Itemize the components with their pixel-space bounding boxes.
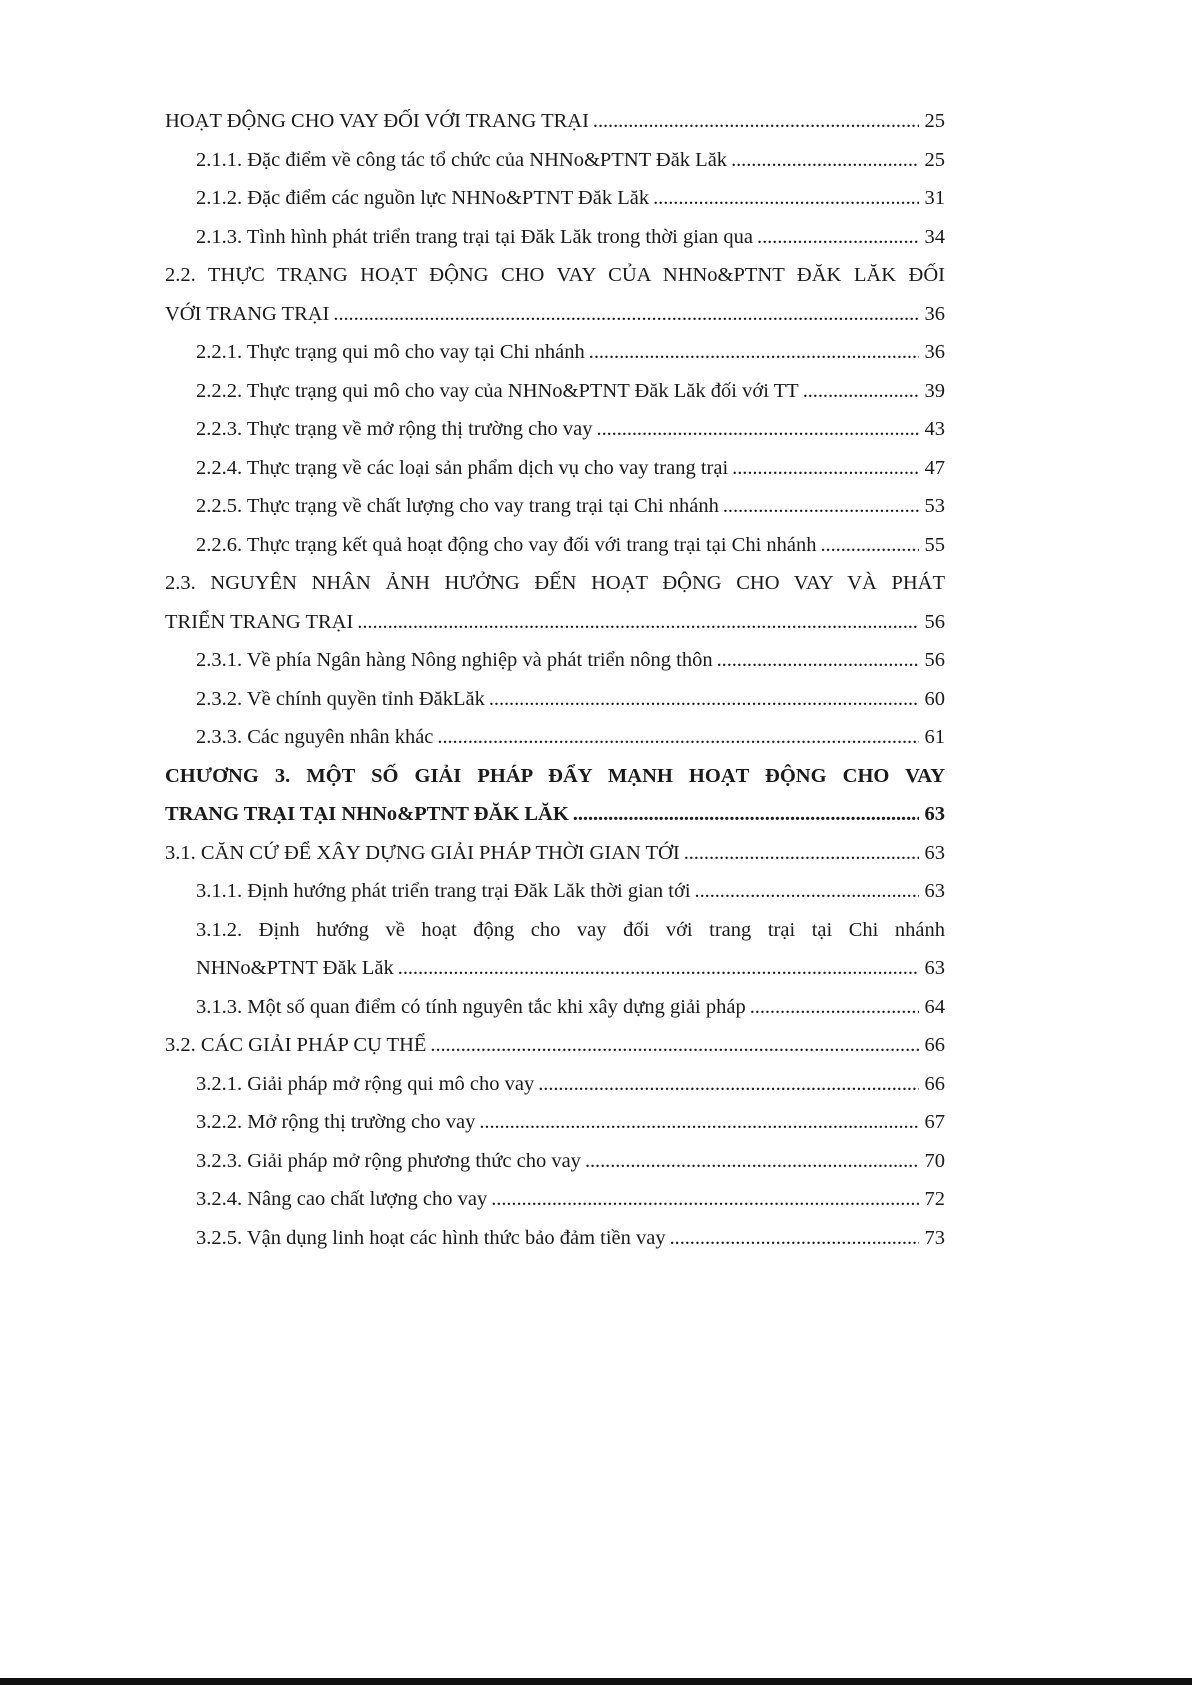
toc-entry-page-number: 36 (924, 341, 945, 363)
toc-entry-page-number: 63 (924, 803, 945, 825)
toc-entry-title: 3.2.1. Giải pháp mở rộng qui mô cho vay (196, 1072, 535, 1095)
toc-entry-page-number: 63 (924, 957, 945, 979)
toc-entry-page-number: 73 (924, 1226, 945, 1249)
toc-entry-page-number: 60 (924, 687, 945, 710)
toc-entry-page-number: 56 (924, 610, 945, 633)
dot-leader (821, 526, 920, 565)
dot-leader (597, 410, 919, 449)
toc-entry-title: 3.2.3. Giải pháp mở rộng phương thức cho vay (196, 1149, 581, 1172)
toc-entry[interactable] (165, 718, 945, 757)
dot-leader (695, 872, 919, 911)
dot-leader (489, 680, 919, 719)
toc-entry[interactable] (165, 949, 945, 988)
dot-leader (803, 372, 919, 411)
dot-leader (479, 1103, 919, 1142)
toc-entry[interactable] (165, 372, 945, 411)
toc-entry[interactable] (165, 1142, 945, 1181)
toc-entry-page-number: 61 (924, 726, 945, 748)
toc-entry-title: TRIỂN TRANG TRẠI (165, 610, 354, 633)
toc-entry-title: 2.3.2. Về chính quyền tỉnh ĐăkLăk (196, 687, 485, 710)
dot-leader (430, 1026, 919, 1065)
toc-entry-title: 3.1.3. Một số quan điểm có tính nguyên tắc khi xây dựng giải pháp (196, 995, 746, 1018)
toc-entry-title: 3.1. CĂN CỨ ĐỂ XÂY DỰNG GIẢI PHÁP THỜI GIAN TỚI (165, 841, 680, 864)
toc-entry[interactable] (165, 526, 945, 565)
toc-entry-title: 3.2.4. Nâng cao chất lượng cho vay (196, 1188, 488, 1210)
toc-entry-title: 3.1.1. Định hướng phát triển trang trại Đăk Lăk thời gian tới (196, 880, 691, 902)
dot-leader (653, 179, 919, 218)
table-of-contents (165, 102, 945, 1257)
toc-entry[interactable] (165, 141, 945, 180)
toc-entry-title: VỚI TRANG TRẠI (165, 302, 330, 325)
toc-entry-page-number: 31 (924, 187, 945, 209)
toc-entry[interactable] (165, 1103, 945, 1142)
toc-entry-page-number: 63 (924, 880, 945, 902)
toc-entry[interactable] (165, 988, 945, 1027)
dot-leader (491, 1180, 919, 1219)
dot-leader (589, 333, 919, 372)
dot-leader (585, 1142, 919, 1181)
toc-entry-page-number: 55 (924, 533, 945, 556)
toc-entry-title-line1: CHƯƠNG 3. MỘT SỐ GIẢI PHÁP ĐẨY MẠNH HOẠT ĐỘNG CHO VAY (165, 764, 945, 787)
toc-entry-title: 3.2.5. Vận dụng linh hoạt các hình thức bảo đảm tiền vay (196, 1226, 666, 1249)
toc-entry[interactable] (165, 410, 945, 449)
toc-entry[interactable] (165, 795, 945, 834)
toc-entry-page-number: 25 (924, 110, 945, 132)
toc-entry-title-line1: 2.3. NGUYÊN NHÂN ẢNH HƯỞNG ĐẾN HOẠT ĐỘNG CHO VAY VÀ PHÁT (165, 572, 945, 594)
toc-entry-title: 2.2.5. Thực trạng về chất lượng cho vay trang trại tại Chi nhánh (196, 495, 719, 517)
dot-leader (437, 718, 919, 757)
dot-leader (731, 141, 919, 180)
toc-entry[interactable] (165, 218, 945, 257)
toc-entry-title: 3.2.2. Mở rộng thị trường cho vay (196, 1111, 476, 1133)
toc-entry[interactable] (165, 680, 945, 719)
toc-entry-page-number: 66 (924, 1072, 945, 1095)
dot-leader (757, 218, 919, 257)
dot-leader (684, 834, 919, 873)
dot-leader (357, 603, 919, 642)
toc-entry-title: 2.1.2. Đặc điểm các nguồn lực NHNo&PTNT Đăk Lăk (196, 187, 650, 209)
toc-entry-title: 2.2.4. Thực trạng về các loại sản phẩm dịch vụ cho vay trang trại (196, 456, 729, 479)
toc-entry[interactable] (165, 834, 945, 873)
toc-entry[interactable] (165, 333, 945, 372)
toc-entry-title: 2.2.3. Thực trạng về mở rộng thị trường cho vay (196, 418, 593, 440)
toc-entry-page-number: 70 (924, 1149, 945, 1172)
dot-leader (723, 487, 919, 526)
toc-entry-page-number: 66 (924, 1034, 945, 1056)
toc-entry[interactable] (165, 1065, 945, 1104)
toc-entry-title: 3.2. CÁC GIẢI PHÁP CỤ THỂ (165, 1034, 427, 1056)
toc-entry-title: HOẠT ĐỘNG CHO VAY ĐỐI VỚI TRANG TRẠI (165, 110, 589, 132)
toc-entry-page-number: 25 (924, 148, 945, 171)
toc-entry[interactable] (165, 102, 945, 141)
toc-entry-title: 2.3.1. Về phía Ngân hàng Nông nghiệp và phát triển nông thôn (196, 649, 713, 671)
toc-entry-page-number: 39 (924, 379, 945, 402)
toc-entry-title-line1: 3.1.2. Định hướng về hoạt động cho vay đối với trang trại tại Chi nhánh (196, 918, 945, 941)
dot-leader (732, 449, 919, 488)
toc-entry-page-number: 36 (924, 302, 945, 325)
toc-entry[interactable] (165, 603, 945, 642)
toc-entry[interactable] (165, 295, 945, 334)
toc-entry-page-number: 72 (924, 1188, 945, 1210)
toc-entry-title: 2.2.1. Thực trạng qui mô cho vay tại Chi nhánh (196, 341, 585, 363)
toc-entry-page-number: 56 (924, 649, 945, 671)
dot-leader (670, 1219, 919, 1258)
toc-entry[interactable] (165, 1219, 945, 1258)
toc-entry[interactable] (165, 1026, 945, 1065)
toc-entry-title: NHNo&PTNT Đăk Lăk (196, 957, 394, 979)
toc-entry[interactable] (165, 487, 945, 526)
toc-entry-title: 2.1.1. Đặc điểm về công tác tổ chức của NHNo&PTNT Đăk Lăk (196, 148, 728, 171)
toc-entry-title: 2.2.2. Thực trạng qui mô cho vay của NHNo&PTNT Đăk Lăk đối với TT (196, 379, 799, 402)
dot-leader (398, 949, 919, 988)
toc-entry[interactable] (165, 641, 945, 680)
toc-entry[interactable] (165, 1180, 945, 1219)
toc-entry-page-number: 64 (924, 995, 945, 1018)
toc-entry-page-number: 34 (924, 225, 945, 248)
toc-entry[interactable] (165, 179, 945, 218)
toc-entry-page-number: 47 (924, 456, 945, 479)
dot-leader (333, 295, 919, 334)
toc-entry-page-number: 63 (924, 841, 945, 864)
toc-entry-title-line1: 2.2. THỰC TRẠNG HOẠT ĐỘNG CHO VAY CỦA NHNo&PTNT ĐĂK LĂK ĐỐI (165, 264, 945, 286)
dot-leader (717, 641, 919, 680)
bottom-border (0, 1678, 1192, 1685)
dot-leader (573, 795, 919, 834)
toc-entry[interactable] (165, 449, 945, 488)
toc-entry-title: TRANG TRẠI TẠI NHNo&PTNT ĐĂK LĂK (165, 803, 569, 825)
dot-leader (538, 1065, 919, 1104)
dot-leader (593, 102, 919, 141)
toc-entry-title: 2.2.6. Thực trạng kết quả hoạt động cho vay đối với trang trại tại Chi nhánh (196, 533, 817, 556)
toc-entry-page-number: 67 (924, 1111, 945, 1133)
dot-leader (750, 988, 919, 1027)
toc-entry-title: 2.1.3. Tình hình phát triển trang trại tại Đăk Lăk trong thời gian qua (196, 225, 754, 248)
toc-entry-page-number: 43 (924, 418, 945, 440)
toc-entry-title: 2.3.3. Các nguyên nhân khác (196, 726, 434, 748)
toc-entry-page-number: 53 (924, 495, 945, 517)
toc-entry[interactable] (165, 872, 945, 911)
